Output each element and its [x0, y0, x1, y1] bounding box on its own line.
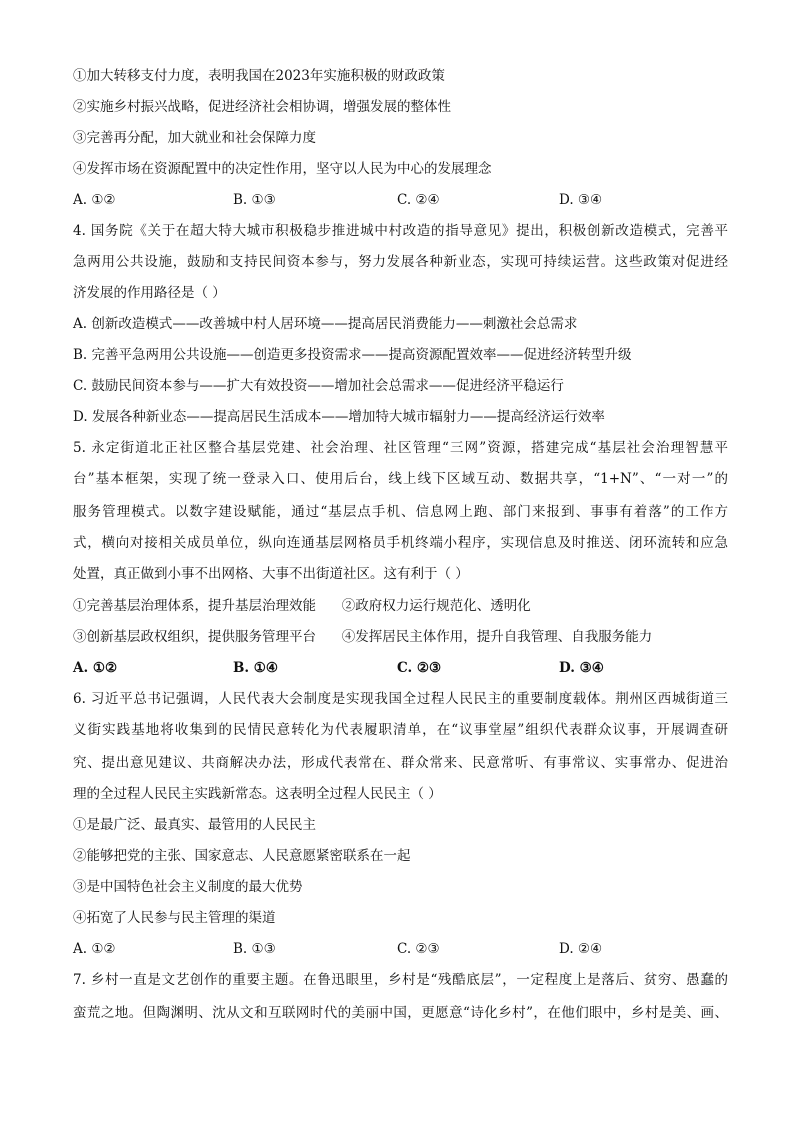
q4-stem-line-1: 4. 国务院《关于在超大特大城市积极稳步推进城中村改造的指导意见》提出，积极创新改造模式，完善平	[73, 223, 728, 239]
q4-choice-a[interactable]: A. 创新改造模式——改善城中村人居环境——提高居民消费能力——刺激社会总需求	[73, 316, 578, 332]
q4-choice-b[interactable]: B. 完善平急两用公共设施——创造更多投资需求——提高资源配置效率——促进经济转型升级	[73, 347, 632, 363]
q5-stem-line-5: 处置，真正做到小事不出网格、大事不出街道社区。这有利于（ ）	[73, 566, 469, 582]
q6-statement-1: ①是最广泛、最真实、最管用的人民民主	[73, 817, 316, 833]
q4-choice-c[interactable]: C. 鼓励民间资本参与——扩大有效投资——增加社会总需求——促进经济平稳运行	[73, 378, 564, 394]
q6-option-d[interactable]: D. ②④	[559, 941, 603, 957]
q3-option-c[interactable]: C. ②④	[397, 192, 440, 208]
q6-option-b[interactable]: B. ①③	[233, 941, 276, 957]
q5-stem-line-2: 台”基本框架，实现了统一登录入口、使用后台，线上线下区域互动、数据共享，“1+N”、“一对一”的	[73, 471, 728, 487]
q5-stem-line-4: 式，横向对接相关成员单位，纵向连通基层网格员手机终端小程序，实现信息及时推送、闭环流转和应急	[73, 535, 728, 551]
q3-statement-4: ④发挥市场在资源配置中的决定性作用，坚守以人民为中心的发展理念	[73, 161, 492, 177]
q6-stem-line-4: 理的全过程人民民主实践新常态。这表明全过程人民民主（ ）	[73, 786, 442, 802]
q5-option-c[interactable]: C. ②③	[397, 660, 442, 676]
q6-stem-line-1: 6. 习近平总书记强调，人民代表大会制度是实现我国全过程人民民主的重要制度载体。荆州区西城街道三	[73, 691, 728, 707]
q7-stem-line-2: 蛮荒之地。但陶渊明、沈从文和互联网时代的美丽中国，更愿意“诗化乡村”，在他们眼中，乡村是美、画、	[73, 1005, 728, 1021]
q5-options	[73, 658, 728, 678]
q4-stem-line-3: 济发展的作用路径是（ ）	[73, 285, 226, 301]
q6-options	[73, 939, 728, 959]
q3-statement-3: ③完善再分配，加大就业和社会保障力度	[73, 130, 316, 146]
q6-statement-2: ②能够把党的主张、国家意志、人民意愿紧密联系在一起	[73, 848, 411, 864]
q7-stem-line-1: 7. 乡村一直是文艺创作的重要主题。在鲁迅眼里，乡村是“残酷底层”，一定程度上是落后、贫穷、愚蠢的	[73, 972, 728, 988]
q3-option-d[interactable]: D. ③④	[559, 192, 603, 208]
q5-statements-row-2: ③创新基层政权组织，提供服务管理平台 ④发挥居民主体作用，提升自我管理、自我服务能力	[73, 629, 653, 645]
q5-option-b[interactable]: B. ①④	[233, 660, 279, 676]
q3-option-b[interactable]: B. ①③	[233, 192, 276, 208]
q6-statement-4: ④拓宽了人民参与民主管理的渠道	[73, 910, 276, 926]
q6-stem-line-2: 义街实践基地将收集到的民情民意转化为代表履职清单，在“议事堂屋”组织代表群众议事，开展调查研	[73, 722, 728, 738]
q6-option-c[interactable]: C. ②③	[397, 941, 440, 957]
q4-stem-line-2: 急两用公共设施，鼓励和支持民间资本参与，努力发展各种新业态，实现可持续运营。这些政策对促进经	[73, 254, 728, 270]
q5-option-a[interactable]: A. ①②	[73, 660, 118, 676]
q6-stem-line-3: 究、提出意见建议、共商解决办法，形成代表常在、群众常来、民意常听、有事常议、实事常办、促进治	[73, 755, 728, 771]
q5-stem-line-3: 服务管理模式。以数字建设赋能，通过“基层点手机、信息网上跑、部门来报到、事事有着落”的工作方	[73, 504, 728, 520]
q5-stem-line-1: 5. 永定街道北正社区整合基层党建、社会治理、社区管理“三网”资源，搭建完成“基层社会治理智慧平	[73, 440, 728, 456]
q3-options	[73, 190, 728, 210]
q5-option-d[interactable]: D. ③④	[559, 660, 604, 676]
q6-option-a[interactable]: A. ①②	[73, 941, 116, 957]
q3-statement-1: ①加大转移支付力度，表明我国在2023年实施积极的财政政策	[73, 68, 445, 84]
q6-statement-3: ③是中国特色社会主义制度的最大优势	[73, 879, 303, 895]
q3-statement-2: ②实施乡村振兴战略，促进经济社会相协调，增强发展的整体性	[73, 99, 451, 115]
q3-option-a[interactable]: A. ①②	[73, 192, 116, 208]
q4-choice-d[interactable]: D. 发展各种新业态——提高居民生活成本——增加特大城市辐射力——提高经济运行效率	[73, 409, 605, 425]
q5-statements-row-1: ①完善基层治理体系，提升基层治理效能 ②政府权力运行规范化、透明化	[73, 598, 531, 614]
